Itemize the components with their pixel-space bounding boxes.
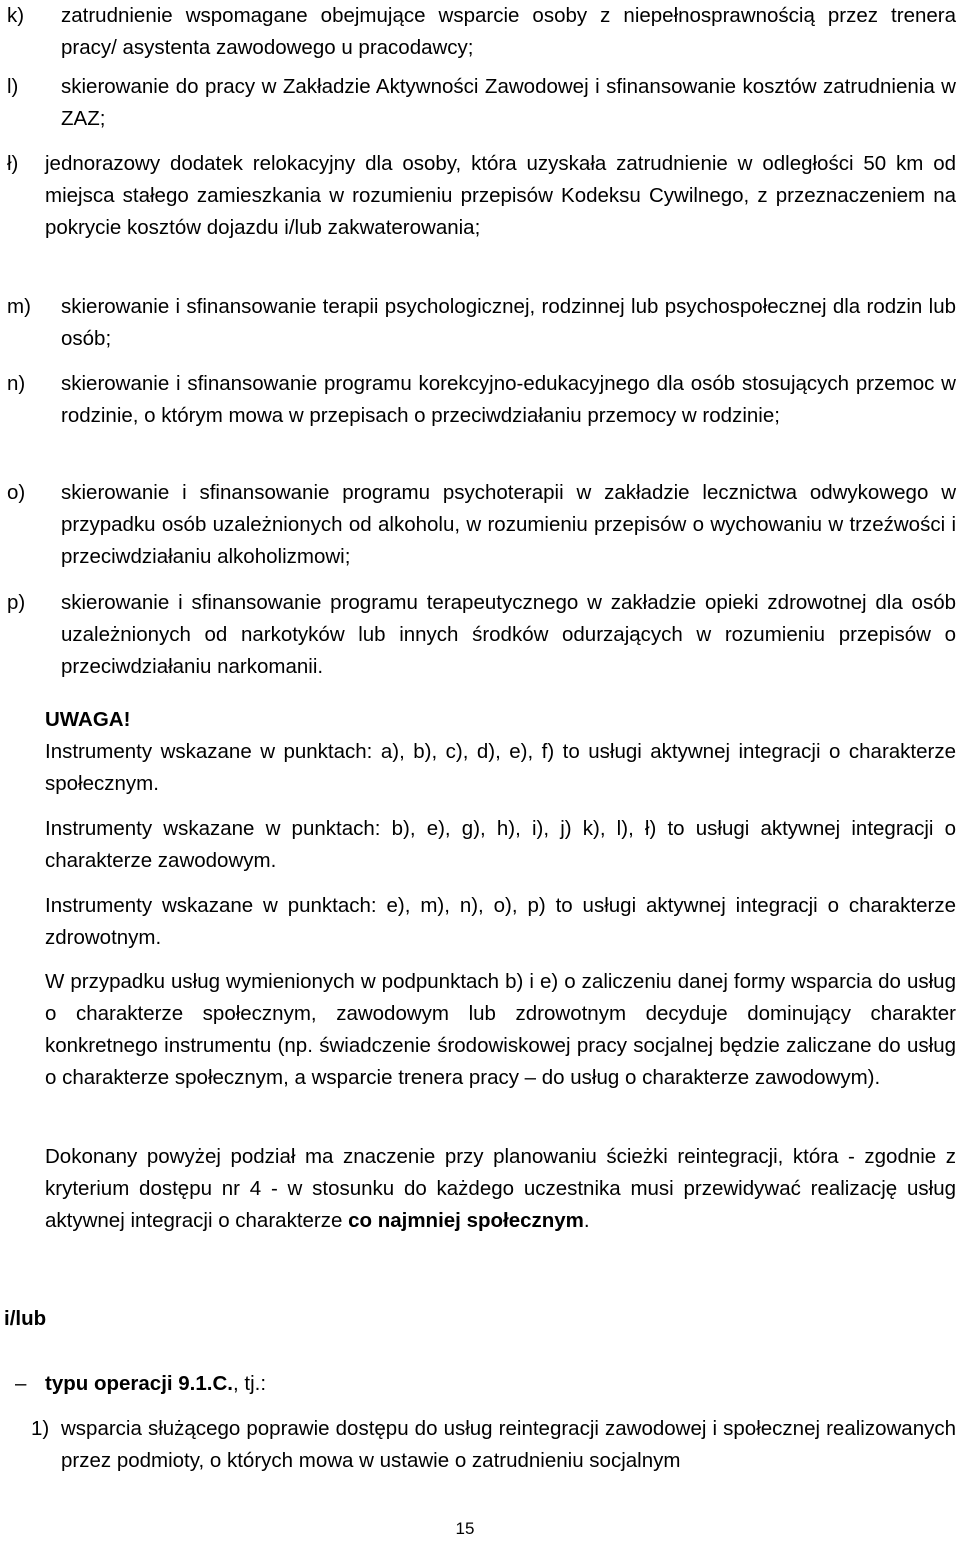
list-marker: m)	[7, 295, 31, 318]
uwaga-paragraph-division	[45, 1141, 956, 1237]
list-item-o	[7, 477, 956, 573]
operation-type-label: typu operacji 9.1.C.	[45, 1372, 233, 1395]
division-emphasis: co najmniej społecznym	[348, 1209, 584, 1232]
list-item-text: zatrudnienie wspomagane obejmujące wsparcie osoby z niepełnosprawnością przez trenera pracy/ asystenta zawodowego u pracodawcy;	[61, 4, 956, 59]
list-item-p	[7, 587, 956, 683]
operation-type-line	[15, 1368, 955, 1400]
division-end: .	[583, 1209, 590, 1232]
list-marker: n)	[7, 372, 26, 395]
uwaga-paragraph-professional: Instrumenty wskazane w punktach: b), e), g), h), i), j) k), l), ł) to usługi aktywnej integracji o charakterze zawodowym.	[45, 817, 956, 872]
list-marker: k)	[7, 4, 25, 27]
list-marker: p)	[7, 591, 26, 614]
list-item-m	[7, 291, 956, 355]
list-item-text: skierowanie i sfinansowanie programu terapeutycznego w zakładzie opieki zdrowotnej dla osób uzależnionych od narkotyków lub innych środków odurzających w rozumieniu przepisów o przeciwdziałaniu narkomanii.	[61, 591, 956, 678]
list-marker: 1)	[31, 1417, 50, 1440]
list-item-text: skierowanie i sfinansowanie programu psychoterapii w zakładzie lecznictwa odwykowego w przypadku osób uzależnionych od alkoholu, w rozumieniu przepisów o wychowaniu w trzeźwości i przeciwdziałaniu alkoholizmowi;	[61, 481, 956, 568]
list-item-text: jednorazowy dodatek relokacyjny dla osoby, która uzyskała zatrudnienie w odległości 50 km od miejsca stałego zamieszkania w rozumieniu przepisów Kodeksu Cywilnego, z przeznaczeniem na pokrycie kosztów dojazdu i/lub zakwaterowania;	[45, 152, 956, 239]
list-item-text: skierowanie i sfinansowanie terapii psychologicznej, rodzinnej lub psychospołecznej dla rodzin lub osób;	[61, 295, 956, 350]
list-item-text: wsparcia służącego poprawie dostępu do usług reintegracji zawodowej i społecznej realizowanych przez podmioty, o których mowa w ustawie o zatrudnieniu socjalnym	[61, 1417, 956, 1472]
and-or-label: i/lub	[4, 1307, 47, 1330]
list-item-l	[7, 71, 956, 135]
list-item-text: skierowanie i sfinansowanie programu korekcyjno-edukacyjnego dla osób stosujących przemoc w rodzinie, o którym mowa w przepisach o przeciwdziałaniu przemocy w rodzinie;	[61, 372, 956, 427]
list-item-k	[7, 0, 956, 64]
uwaga-paragraph-health: Instrumenty wskazane w punktach: e), m), n), o), p) to usługi aktywnej integracji o charakterze zdrowotnym.	[45, 894, 956, 949]
uwaga-paragraph-social: Instrumenty wskazane w punktach: a), b), c), d), e), f) to usługi aktywnej integracji o charakterze społecznym.	[45, 740, 956, 795]
list-marker: l)	[7, 75, 19, 98]
list-marker: o)	[7, 481, 26, 504]
list-marker: ł)	[7, 152, 19, 175]
division-text: Dokonany powyżej podział ma znaczenie przy planowaniu ścieżki reintegracji, która - zgodnie z kryterium dostępu nr 4 - w stosunku do każdego uczestnika musi przewidywać realizację usług aktywnej integracji o charakterze	[45, 1145, 956, 1232]
dash-bullet: –	[15, 1372, 27, 1395]
list-item-n	[7, 368, 956, 432]
operation-type-suffix: , tj.:	[232, 1372, 267, 1395]
uwaga-heading: UWAGA!	[45, 708, 131, 731]
uwaga-paragraph-classification: W przypadku usług wymienionych w podpunktach b) i e) o zaliczeniu danej formy wsparcia do usług o charakterze społecznym, zawodowym lub zdrowotnym decyduje dominujący charakter konkretnego instrumentu (np. świadczenie środowiskowej pracy socjalnej będzie zaliczane do usług o charakterze społecznym, a wsparcie trenera pracy – do usług o charakterze zawodowym).	[45, 970, 956, 1089]
list-item-text: skierowanie do pracy w Zakładzie Aktywności Zawodowej i sfinansowanie kosztów zatrudnienia w ZAZ;	[61, 75, 956, 130]
list-item-l-stroke	[7, 148, 956, 244]
page-number: 15	[455, 1519, 475, 1538]
list-item-1	[31, 1413, 956, 1477]
